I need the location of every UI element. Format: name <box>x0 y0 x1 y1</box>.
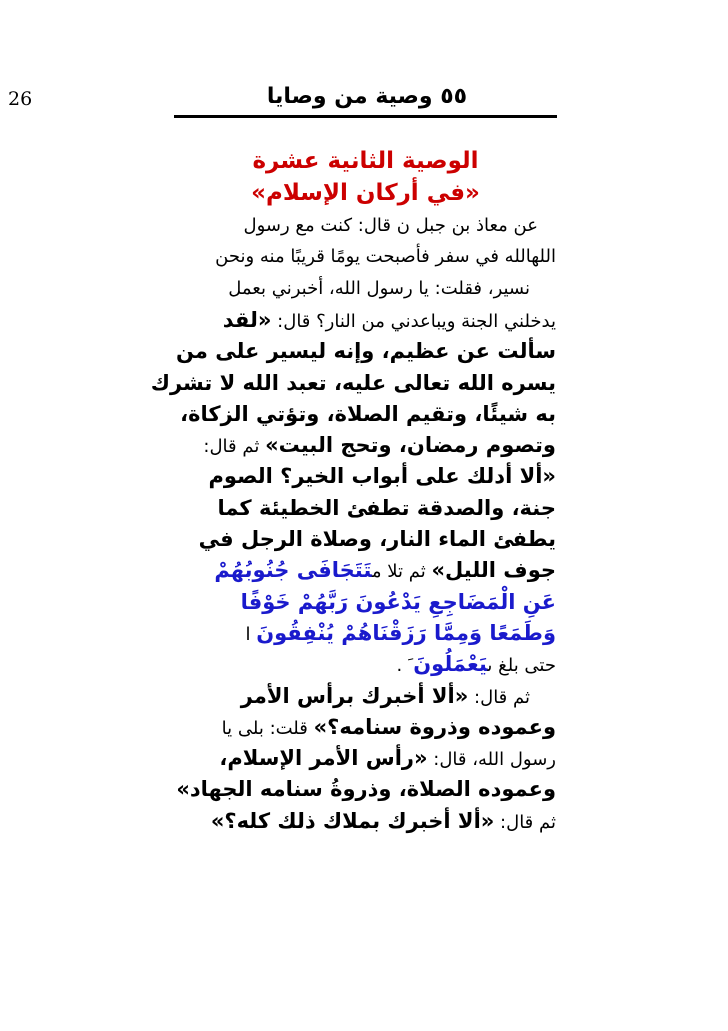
page-number: 26 <box>8 88 33 110</box>
text-line <box>223 306 556 336</box>
hadith-quote-text: وعموده الصلاة، وذروةُ سنامه الجهاد» <box>176 777 556 802</box>
narration-text: اللهالله في سفر فأصبحت يومًا قريبًا منه ونحن <box>215 246 556 268</box>
hadith-quote-text: «لقد <box>222 307 272 332</box>
text-line <box>176 337 556 367</box>
text-line <box>203 431 556 461</box>
narration-text: ثم قال: <box>494 811 556 833</box>
hadith-quote-text: به شيئًا، وتقيم الصلاة، وتؤتي الزكاة، <box>180 401 556 426</box>
hadith-quote-text: وعموده وذروة سنامه؟» <box>313 714 556 739</box>
quran-verse-text: يَعْمَلُونَ <box>413 652 488 677</box>
text-line <box>219 744 556 774</box>
hadith-quote-text: جنة، والصدقة تطفئ الخطيئة كما <box>217 495 556 520</box>
narration-text: َ . <box>396 655 414 677</box>
text-line <box>151 369 556 399</box>
text-line <box>244 212 538 240</box>
quran-verse-text: تَتَجَافَى جُنُوبُهُمْ <box>214 558 372 583</box>
hadith-subtitle: «في أركان الإسلام» <box>251 180 480 206</box>
narration-text: ثم تلا م <box>371 561 432 583</box>
text-line <box>215 243 556 271</box>
hadith-quote-text: «ألا أخبرك بملاك ذلك كله؟» <box>210 808 495 833</box>
text-line <box>199 525 556 555</box>
text-line <box>176 775 556 805</box>
narration-text: ا <box>245 623 257 645</box>
text-line <box>228 275 530 303</box>
narration-text: نسير، فقلت: يا رسول الله، أخبرني بعمل <box>228 277 530 299</box>
text-line <box>180 400 556 430</box>
header-rule <box>174 115 557 118</box>
narration-text: يدخلني الجنة ويباعدني من النار؟ قال: <box>271 310 556 332</box>
narration-text: قلت: بلى يا <box>221 717 314 739</box>
narration-text: ثم قال: <box>203 436 266 458</box>
text-line <box>209 462 556 492</box>
hadith-quote-text: يطفئ الماء النار، وصلاة الرجل في <box>198 527 556 551</box>
text-line <box>397 650 556 680</box>
hadith-quote-text: «ألا أدلك على أبواب الخير؟ الصوم <box>208 464 556 489</box>
narration-text: ثم قال: <box>468 686 530 708</box>
text-line <box>214 556 556 586</box>
hadith-quote-text: يسره الله تعالى عليه، تعبد الله لا تشرك <box>150 370 556 395</box>
hadith-quote-text: جوف الليل» <box>431 558 556 583</box>
hadith-quote-text: سألت عن عظيم، وإنه ليسير على من <box>176 339 556 364</box>
text-line <box>241 682 530 712</box>
running-header: ٥٥ وصية من وصايا <box>266 84 468 109</box>
text-line <box>241 588 556 618</box>
quran-verse-text: عَنِ الْمَضَاجِعِ يَدْعُونَ رَبَّهُمْ خَوْفًا <box>240 589 556 614</box>
text-line <box>211 807 556 837</box>
text-line <box>217 494 556 524</box>
text-line <box>245 619 556 649</box>
quran-verse-text: وَطَمَعًا وَمِمَّا رَزَقْنَاهُمْ يُنْفِقُونَ <box>256 620 556 645</box>
hadith-quote-text: «رأس الأمر الإسلام، <box>219 746 428 771</box>
narration-text: حتى بلغ ى <box>487 655 556 677</box>
hadith-quote-text: وتصوم رمضان، وتحج البيت» <box>265 433 556 458</box>
hadith-title: الوصية الثانية عشرة <box>252 148 479 174</box>
narration-text: عن معاذ بن جبل ن قال: كنت مع رسول <box>243 215 538 236</box>
text-line <box>222 713 556 743</box>
hadith-quote-text: «ألا أخبرك برأس الأمر <box>240 683 469 708</box>
narration-text: رسول الله، قال: <box>427 749 556 771</box>
